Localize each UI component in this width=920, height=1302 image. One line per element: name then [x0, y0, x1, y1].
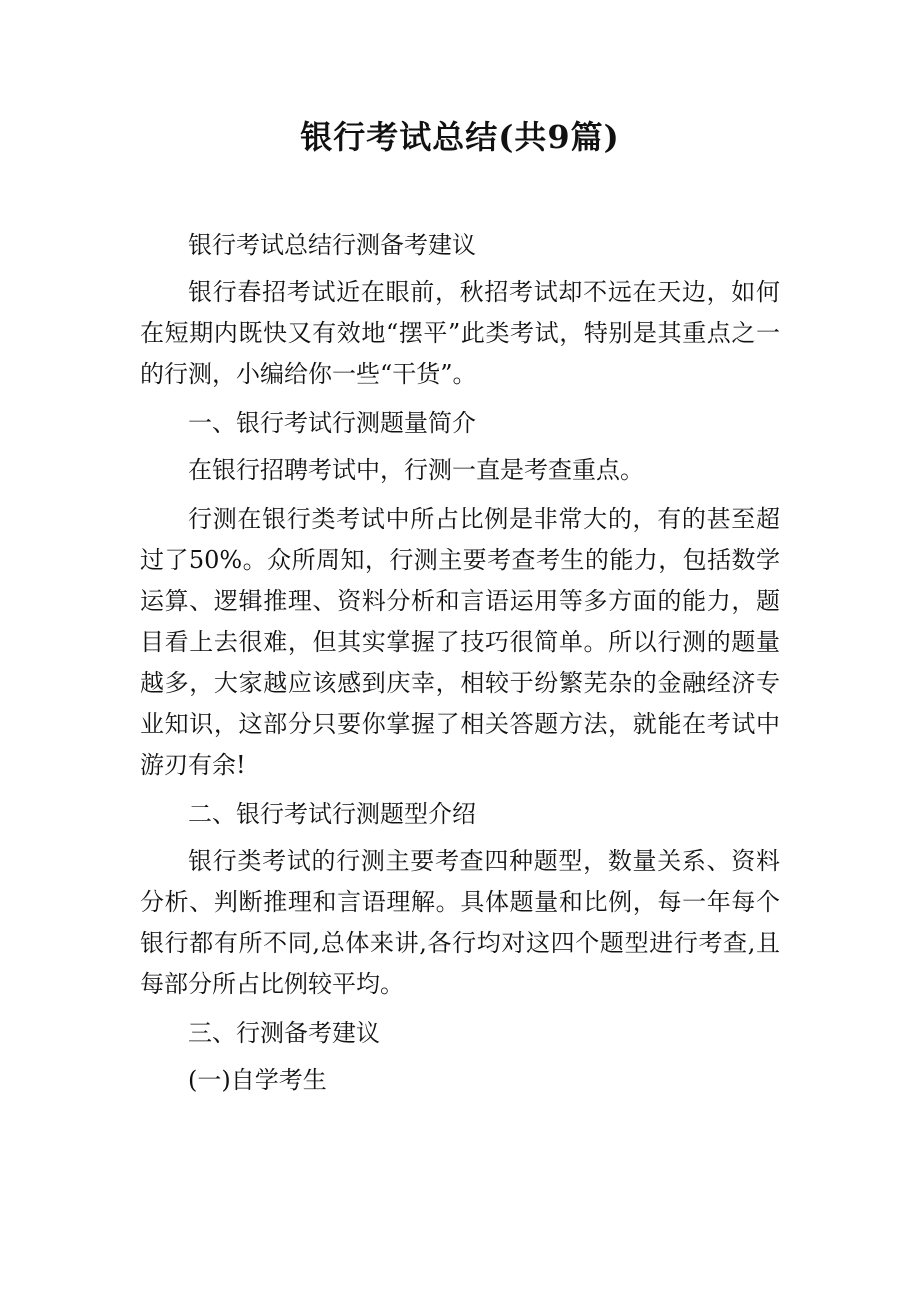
paragraph-2: 行测在银行类考试中所占比例是非常大的，有的甚至超过了50%。众所周知，行测主要考查考生的能力，包括数学运算、逻辑推理、资料分析和言语运用等多方面的能力，题目看上去很难，但其实掌握了技巧很简单。所以行测的题量越多，大家越应该感到庆幸，相较于纷繁芜杂的金融经济专业知识，这部分只要你掌握了相关答题方法，就能在考试中游刃有余! — [140, 505, 780, 779]
paragraph-subtitle: 银行考试总结行测备考建议 — [188, 231, 476, 259]
paragraph-1: 在银行招聘考试中，行测一直是考查重点。 — [188, 456, 644, 484]
section-heading-2: 二、银行考试行测题型介绍 — [188, 800, 476, 828]
section-heading-1: 一、银行考试行测题量简介 — [188, 409, 476, 437]
paragraph-3: 银行类考试的行测主要考查四种题型，数量关系、资料分析、判断推理和言语理解。具体题量和比例，每一年每个银行都有所不同,总体来讲,各行均对这四个题型进行考查,且每部分所占比例较平均。 — [140, 847, 780, 998]
subsection-heading-1: (一)自学考生 — [188, 1066, 327, 1094]
section-heading-3: 三、行测备考建议 — [188, 1019, 380, 1047]
paragraph-intro: 银行春招考试近在眼前，秋招考试却不远在天边，如何在短期内既快又有效地“摆平”此类考试，特别是其重点之一的行测，小编给你一些“干货”。 — [140, 278, 780, 388]
document-title: 银行考试总结(共9篇) — [300, 118, 620, 156]
document-body — [140, 225, 780, 1101]
